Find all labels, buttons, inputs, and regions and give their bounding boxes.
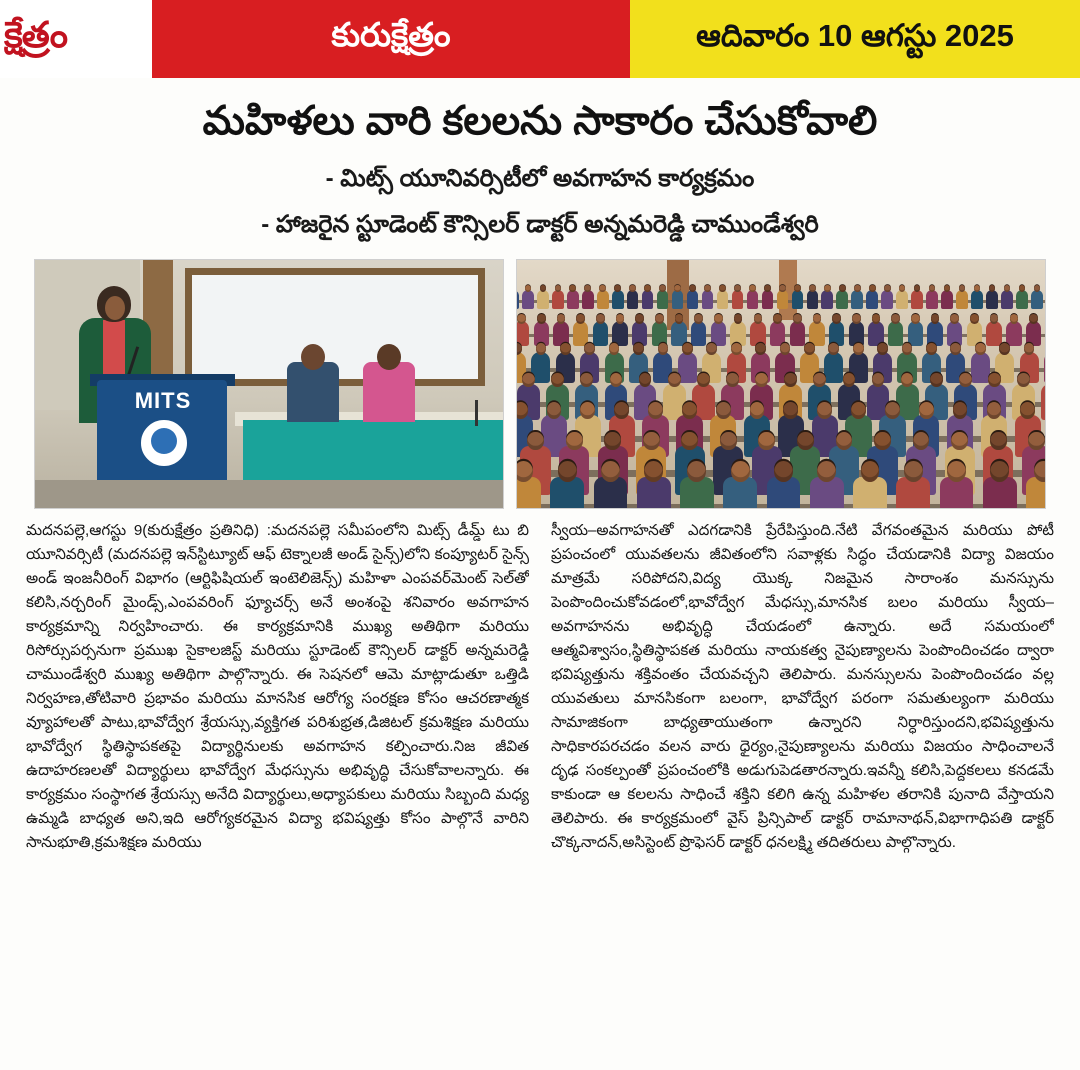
audience-member-head: [566, 432, 583, 451]
audience-member: [851, 290, 863, 309]
audience-member-head: [682, 402, 697, 419]
audience-member-head: [558, 461, 577, 482]
audience-member-head: [990, 314, 999, 324]
audience-member: [888, 321, 903, 346]
audience-member: [717, 290, 729, 309]
audience-photo: [516, 259, 1046, 509]
audience-member-head: [516, 402, 528, 419]
audience-member-head: [629, 285, 636, 292]
podium-speaker-photo: [34, 259, 504, 509]
audience-member: [552, 290, 564, 309]
audience-member: [821, 290, 833, 309]
audience-member-head: [970, 314, 979, 324]
audience-member-head: [793, 314, 802, 324]
audience-member-head: [774, 461, 793, 482]
audience-member-head: [601, 461, 620, 482]
audience-member-head: [794, 285, 801, 292]
audience-member: [762, 290, 774, 309]
audience-member-head: [525, 285, 532, 292]
audience-member-head: [1017, 373, 1030, 387]
audience-member: [573, 321, 588, 346]
audience-member: [582, 290, 594, 309]
audience-member: [678, 352, 697, 383]
audience-member-head: [854, 285, 861, 292]
audience-member-head: [1034, 285, 1041, 292]
audience-member: [516, 477, 541, 509]
dais-table: [243, 420, 504, 482]
audience-member: [971, 290, 983, 309]
audience-member: [627, 290, 639, 309]
audience-member-head: [832, 314, 841, 324]
audience-member: [657, 290, 669, 309]
mits-logo-inner-icon: [151, 428, 177, 454]
audience-member-head: [931, 314, 940, 324]
audience-member-head: [824, 285, 831, 292]
audience-member-head: [950, 314, 959, 324]
audience-member: [1031, 290, 1043, 309]
audience-member-head: [704, 285, 711, 292]
audience-member: [911, 290, 923, 309]
audience-member-head: [644, 285, 651, 292]
audience-member-head: [869, 285, 876, 292]
audience-member-head: [714, 314, 723, 324]
audience-member-head: [773, 314, 782, 324]
audience-member: [1044, 352, 1046, 383]
subheading-1: - మిట్స్ యూనివర్సిటీలో అవగాహన కార్యక్రమం: [325, 165, 755, 192]
audience-member: [1001, 290, 1013, 309]
audience-member-head: [517, 314, 526, 324]
audience-member: [687, 290, 699, 309]
audience-member-head: [784, 373, 797, 387]
audience-member-head: [884, 285, 891, 292]
audience-member-head: [809, 285, 816, 292]
audience-member-head: [990, 432, 1007, 451]
audience-member-head: [697, 373, 710, 387]
audience-member: [642, 290, 654, 309]
audience-member-head: [843, 373, 856, 387]
audience-member-head: [947, 461, 966, 482]
masthead-date: ఆదివారం 10 ఆగస్టు 2025: [630, 0, 1080, 78]
audience-member-head: [655, 314, 664, 324]
audience-member-head: [648, 402, 663, 419]
audience-member-head: [614, 402, 629, 419]
audience-member-head: [813, 314, 822, 324]
audience-member-head: [764, 285, 771, 292]
seated-person-2-body: [363, 362, 415, 422]
audience-member-head: [716, 402, 731, 419]
photo-row: [34, 259, 1046, 509]
audience-member-head: [1010, 314, 1019, 324]
audience-member-head: [569, 285, 576, 292]
audience-member-head: [720, 432, 737, 451]
audience-member-head: [1019, 285, 1026, 292]
audience-member: [926, 290, 938, 309]
audience-member-head: [852, 314, 861, 324]
audience-member: [597, 290, 609, 309]
audience-member-head: [891, 314, 900, 324]
audience-member-head: [853, 343, 864, 355]
audience-member: [567, 290, 579, 309]
audience-member-head: [734, 314, 743, 324]
audience-member-head: [576, 314, 585, 324]
audience-member: [702, 290, 714, 309]
audience-member-head: [547, 402, 562, 419]
audience-member-head: [754, 314, 763, 324]
audience-member: [896, 290, 908, 309]
audience-member-head: [584, 285, 591, 292]
audience-member-head: [643, 432, 660, 451]
audience-member-head: [797, 432, 814, 451]
audience-member: [672, 290, 684, 309]
audience-member-head: [731, 461, 750, 482]
audience-member-head: [872, 314, 881, 324]
audience-member-head: [959, 373, 972, 387]
audience-member-head: [659, 285, 666, 292]
table-microphone-icon: [475, 400, 478, 426]
audience-member-head: [674, 285, 681, 292]
audience-member-head: [551, 373, 564, 387]
audience-member: [516, 290, 519, 309]
audience-member-head: [555, 285, 562, 292]
audience-member-head: [911, 314, 920, 324]
audience-member: [691, 321, 706, 346]
article-text-right: స్వీయ–అవగాహనతో ఎదగడానికి ప్రేరేపిస్తుంది.నేటి వేగవంతమైన మరియు పోటీ ప్రపంచంలో యువతలను జీవితంలోని సవాళ్లకు సిద్ధం చేయడానికి విద్యా విజయం మాత్రమే సరిపోదని,విద్య యొక్క నిజమైన సారాంశం మనస్సును పెంపొందించుకోవడంలో,భావోద్వేగ మేధస్సు,మానసిక బలం మరియు స్వీయ–అవగాహనను అభివృద్ధి చేయడంలో ఉన్నారు. అదే సమయంలో ఆత్మవిశ్వాసం,స్థితిస్థాపకత మరియు నాయకత్వ నైపుణ్యాలను పెంపొందించడం ద్వారా భవిష్యత్తును శక్తివంతం చేయవచ్చని తెలిపారు. మనస్సులను పెంపొందించడం వల్ల యువతులు మానసికంగా బలంగా, భావోద్వేగ పరంగా సమతుల్యంగా మరియు సామాజికంగా బాధ్యతాయుతంగా ఉన్నారని నిర్ధారిస్తుందని,భవిష్యత్తును సాధికారపరచడం వలన వారు ధైర్యం,నైపుణ్యాలను మరియు విజయం సాధించాలనే దృఢ సంకల్పంతో ప్రపంచంలోకి అడుగుపెడతారన్నారు.ఇవన్నీ కలిసి,పెద్దకలలు కనడమే కాకుండా ఆ కలలను సాధించే శక్తిని కలిగి ఉన్న మహిళల తరానికి పునాది వేస్తాయని తెలిపారు. ఈ కార్యక్రమంలో వైస్ ప్రిన్సిపాల్ డాక్టర్ రామానాథన్,విభాగాధిపతి డాక్టర్ చొక్కనాదన్,అసిస్టెంట్ ప్రొఫెసర్ డాక్టర్ ధనలక్ష్మి తదితరులు పాల్గొన్నారు.: [551, 522, 1054, 852]
audience-member-head: [537, 314, 546, 324]
article-column-left: [26, 519, 529, 1029]
audience-member-head: [635, 314, 644, 324]
audience-member-head: [987, 402, 1002, 419]
audience-member: [1006, 321, 1021, 346]
audience-member-head: [731, 343, 742, 355]
article-column-right: [551, 519, 1054, 1029]
audience-member: [612, 290, 624, 309]
seated-person-2-head: [377, 344, 401, 370]
audience-member-head: [694, 314, 703, 324]
audience-member: [941, 290, 953, 309]
audience-member: [881, 290, 893, 309]
audience-member-head: [953, 402, 968, 419]
audience-member-head: [560, 343, 571, 355]
audience-member: [777, 290, 789, 309]
audience-member-head: [522, 373, 535, 387]
audience-member: [1041, 384, 1046, 421]
podium-label: MITS: [134, 388, 192, 414]
audience-member-head: [817, 402, 832, 419]
audience-member: [792, 290, 804, 309]
audience-member-head: [682, 343, 693, 355]
audience-member-head: [851, 402, 866, 419]
seated-person-1-body: [287, 362, 339, 422]
audience-member: [986, 290, 998, 309]
audience-member-head: [975, 343, 986, 355]
masthead-logo: క్షేత్రం: [0, 0, 152, 78]
audience-member-head: [930, 373, 943, 387]
audience-member-head: [904, 461, 923, 482]
audience-member-head: [874, 432, 891, 451]
masthead-title: కురుక్షేత్రం: [152, 0, 630, 78]
audience-member-head: [755, 373, 768, 387]
audience-member: [537, 290, 549, 309]
audience-member: [522, 290, 534, 309]
audience-member: [971, 352, 990, 383]
seated-person-1-head: [301, 344, 325, 370]
audience-member-head: [988, 373, 1001, 387]
audience-member-head: [734, 285, 741, 292]
audience-member-head: [596, 314, 605, 324]
audience-member-head: [813, 373, 826, 387]
audience-member-head: [614, 285, 621, 292]
audience-member-head: [749, 285, 756, 292]
audience-member: [747, 290, 759, 309]
audience-member: [790, 321, 805, 346]
audience-member: [824, 352, 843, 383]
audience-member-head: [599, 285, 606, 292]
audience-member-head: [804, 343, 815, 355]
audience-member-head: [540, 285, 547, 292]
audience-member-head: [919, 402, 934, 419]
audience-member-head: [616, 314, 625, 324]
audience-member-head: [839, 285, 846, 292]
audience-member: [807, 290, 819, 309]
audience-member-head: [689, 285, 696, 292]
audience-member: [908, 321, 923, 346]
audience-member: [866, 290, 878, 309]
audience-member-head: [885, 402, 900, 419]
audience-member-head: [719, 285, 726, 292]
audience-member-head: [779, 285, 786, 292]
masthead: [0, 0, 1080, 78]
audience-member-head: [675, 314, 684, 324]
audience-member-head: [668, 373, 681, 387]
page-title: మహిళలు వారి కలలను సాకారం చేసుకోవాలి: [202, 99, 878, 143]
audience-member-head: [557, 314, 566, 324]
audience-member: [956, 290, 968, 309]
audience-member-head: [750, 402, 765, 419]
audience-member: [1016, 290, 1028, 309]
audience-member: [593, 321, 608, 346]
audience-member-head: [783, 402, 798, 419]
audience-member: [836, 290, 848, 309]
audience-rows: [517, 260, 1045, 508]
audience-member-head: [1029, 314, 1038, 324]
audience-member: [732, 290, 744, 309]
article-text-left: మదనపల్లె,ఆగస్టు 9(కురుక్షేత్రం ప్రతినిధి) :మదనపల్లె సమీపంలోని మిట్స్ డీమ్డ్ టు బి యూనివర్సిటీ (మదనపల్లె ఇన్‌స్టిట్యూట్ ఆఫ్ టెక్నాలజీ అండ్ సైన్స్)లోని కంప్యూటర్ సైన్స్ అండ్ ఇంజనీరింగ్ విభాగం (ఆర్టిఫిషియల్ ఇంటెలిజెన్స్) మహిళా ఎంపవర్‌మెంట్ సెల్‌తో కలిసి,నర్చరింగ్ మైండ్స్,ఎంపవరింగ్ ఫ్యూచర్స్ అనే అంశంపై శనివారం అవగాహన కార్యక్రమాన్ని నిర్వహించారు. ఈ కార్యక్రమానికి ముఖ్య అతిథిగా మరియు రిసోర్సుపర్సనుగా ప్రముఖ సైకాలజిస్ట్ మరియు స్టూడెంట్ కౌన్సిలర్ డాక్టర్ అన్నమరెడ్డి చాముండేశ్వరి ముఖ్య అతిథిగా పాల్గొన్నారు. ఈ సెషనలో ఆమె మాట్లాడుతూ ఒత్తిడి నిర్వహణ,తోటివారి ప్రభావం మరియు మానసిక ఆరోగ్య సంరక్షణ కోసం ఆచరణాత్మక వ్యూహాలతో పాటు,భావోద్వేగ శ్రేయస్సు,వ్యక్తిగత పరిశుభ్రత,డిజిటల్ క్రమశిక్షణ మరియు భావోద్వేగ స్థితిస్థాపకతపై విద్యార్థినులకు అవగాహన కల్పించారు.నిజ జీవిత ఉదాహరణలతో విద్యార్థులు భావోద్వేగ మేధస్సును అభివృద్ధి చేసుకోవాలన్నారు. ఈ కార్యక్రమం సంస్థాగత శ్రేయస్సు అనేది విద్యార్థులు,అధ్యాపకులు మరియు సిబ్బంది మధ్య ఉమ్మడి బాధ్యత అని,ఇది ఆరోగ్యకరమైన విద్యా భవిష్యత్తు కోసం పాల్గొనే వారిని సానుభూతి,క్రమశిక్షణ మరియు: [26, 522, 529, 852]
audience-member: [986, 321, 1001, 346]
audience-member-head: [726, 373, 739, 387]
audience-member-head: [1020, 402, 1035, 419]
audience-member-head: [926, 343, 937, 355]
audience-member-head: [580, 402, 595, 419]
subheading-2: - హాజరైన స్టూడెంట్ కౌన్సిలర్ డాక్టర్ అన్నమరెడ్డి చాముండేశ్వరి: [261, 210, 819, 238]
article-body: [26, 519, 1054, 1029]
floor: [35, 480, 503, 508]
